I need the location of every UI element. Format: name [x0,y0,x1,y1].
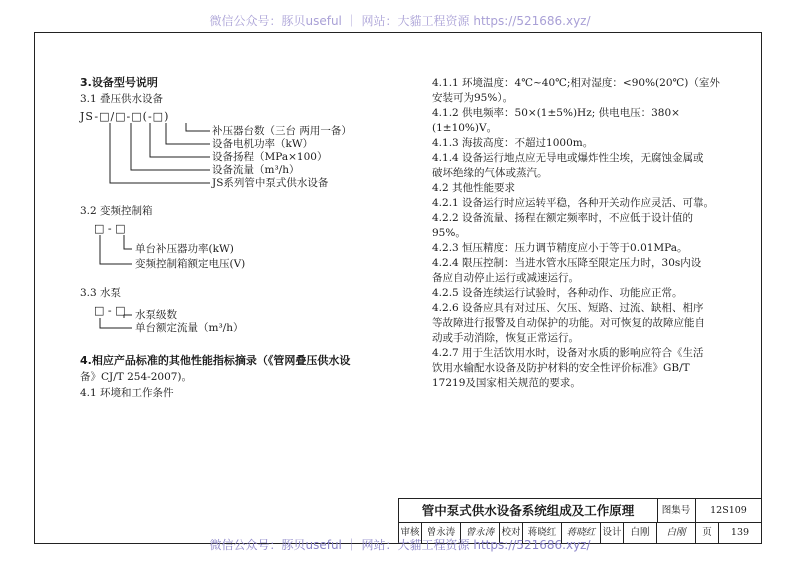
right-line: (1±10%)V。 [432,122,498,134]
s33-label-2: 单台额定流量（m³/h） [135,322,244,334]
s31-line-2 [166,123,210,144]
right-line: 动或手动消除，恢复正常运行。 [432,332,579,344]
atlas-label: 图集号 [657,499,696,523]
right-line: 等故障进行报警及自动保护的功能。对可恢复的故障应能自 [432,317,705,329]
right-line: 4.2.3 恒压精度：压力调节精度应小于等于0.01MPa。 [432,242,688,254]
check-label: 校对 [500,523,523,543]
s32-code: □ - □ [94,222,126,235]
s32-label-1: 单台补压器功率(kW) [135,243,234,255]
s32-line-1 [124,235,132,249]
s33-title: 3.3 水泵 [80,287,122,299]
right-line: 安装可为95%）。 [432,92,514,104]
review-label: 审核 [399,523,422,543]
s31-label-2: 设备电机功率（kW） [212,138,314,150]
watermark-top: 微信公众号：豚贝useful ｜ 网站：大貓工程资源 https://521686.xyz/ [209,14,591,28]
right-line: 备应自动停止运行或减速运行。 [432,272,579,284]
s31-line-4 [131,123,210,170]
s31-line-3 [150,123,210,157]
right-line: 4.1.3 海拔高度：不超过1000m。 [432,137,594,149]
right-line: 4.2.4 限压控制：当进水管水压降至限定压力时，30s内设 [432,257,702,269]
right-line: 4.2.7 用于生活饮用水时，设备对水质的影响应符合《生活 [432,347,704,359]
right-line: 4.2 其他性能要求 [432,182,516,194]
checker-signature: 蒋晓红 [562,523,601,543]
s41-title: 4.1 环境和工作条件 [80,387,174,399]
section4-line1: 4.相应产品标准的其他性能指标摘录（《管网叠压供水设 [80,354,351,367]
page-label: 页 [696,523,719,543]
s31-title: 3.1 叠压供水设备 [80,93,164,105]
s32-label-2: 变频控制箱额定电压(V) [135,258,246,270]
right-line: 95%。 [432,227,466,239]
checker-name: 蒋晓红 [523,523,562,543]
s33-label-1: 水泵级数 [135,309,177,321]
reviewer-name: 曾永涛 [422,523,461,543]
right-line: 4.2.5 设备连续运行试验时，各种动作、功能应正常。 [432,287,683,299]
s31-label-5: JS系列管中泵式供水设备 [212,177,329,189]
reviewer-signature: 曾永涛 [461,523,500,543]
right-line: 饮用水输配水设备及防护材料的安全性评价标准》GB/T [432,362,690,374]
atlas-number: 12S109 [696,499,761,523]
s31-label-4: 设备流量（m³/h） [212,164,300,176]
section4-line2: 备》CJ/T 254-2007)。 [80,371,193,383]
s33-code: □ - □ [94,304,126,317]
designer-signature: 白刚 [657,523,696,543]
watermark-bottom: 微信公众号：豚贝useful ｜ 网站：大貓工程资源 https://521686.xyz/ [209,538,591,552]
design-label: 设计 [601,523,624,543]
right-text [432,76,720,391]
right-line: 4.1.1 环境温度：4℃~40℃;相对湿度：<90%(20℃)（室外 [432,77,720,89]
right-line: 4.2.1 设备运行时应运转平稳，各种开关动作应灵活、可靠。 [432,197,715,209]
designer-name: 白刚 [624,523,657,543]
s31-code: JS-□/□-□(-□) [80,110,170,123]
right-line: 4.2.6 设备应具有对过压、欠压、短路、过流、缺相、相序 [432,302,704,314]
s33-line-2 [100,318,132,328]
page-number: 139 [730,527,750,538]
s31-line-5 [110,123,210,183]
s31-label-3: 设备扬程（MPa×100） [212,151,328,163]
right-line: 17219及国家相关规范的要求。 [432,377,581,389]
s32-title: 3.2 变频控制箱 [80,205,153,217]
section3-title: 3.设备型号说明 [80,76,158,89]
drawing-title: 管中泵式供水设备系统组成及工作原理 [399,499,658,523]
s31-line-1 [186,123,210,131]
right-line: 4.1.2 供电频率：50×(1±5%)Hz; 供电电压：380× [432,107,680,119]
right-line: 破坏绝缘的气体或蒸汽。 [432,167,548,179]
s31-label-1: 补压器台数（三台 两用一备） [212,125,352,137]
right-line: 4.2.2 设备流量、扬程在额定频率时，不应低于设计值的 [432,212,694,224]
right-line: 4.1.4 设备运行地点应无导电或爆炸性尘埃，无腐蚀金属或 [432,152,704,164]
